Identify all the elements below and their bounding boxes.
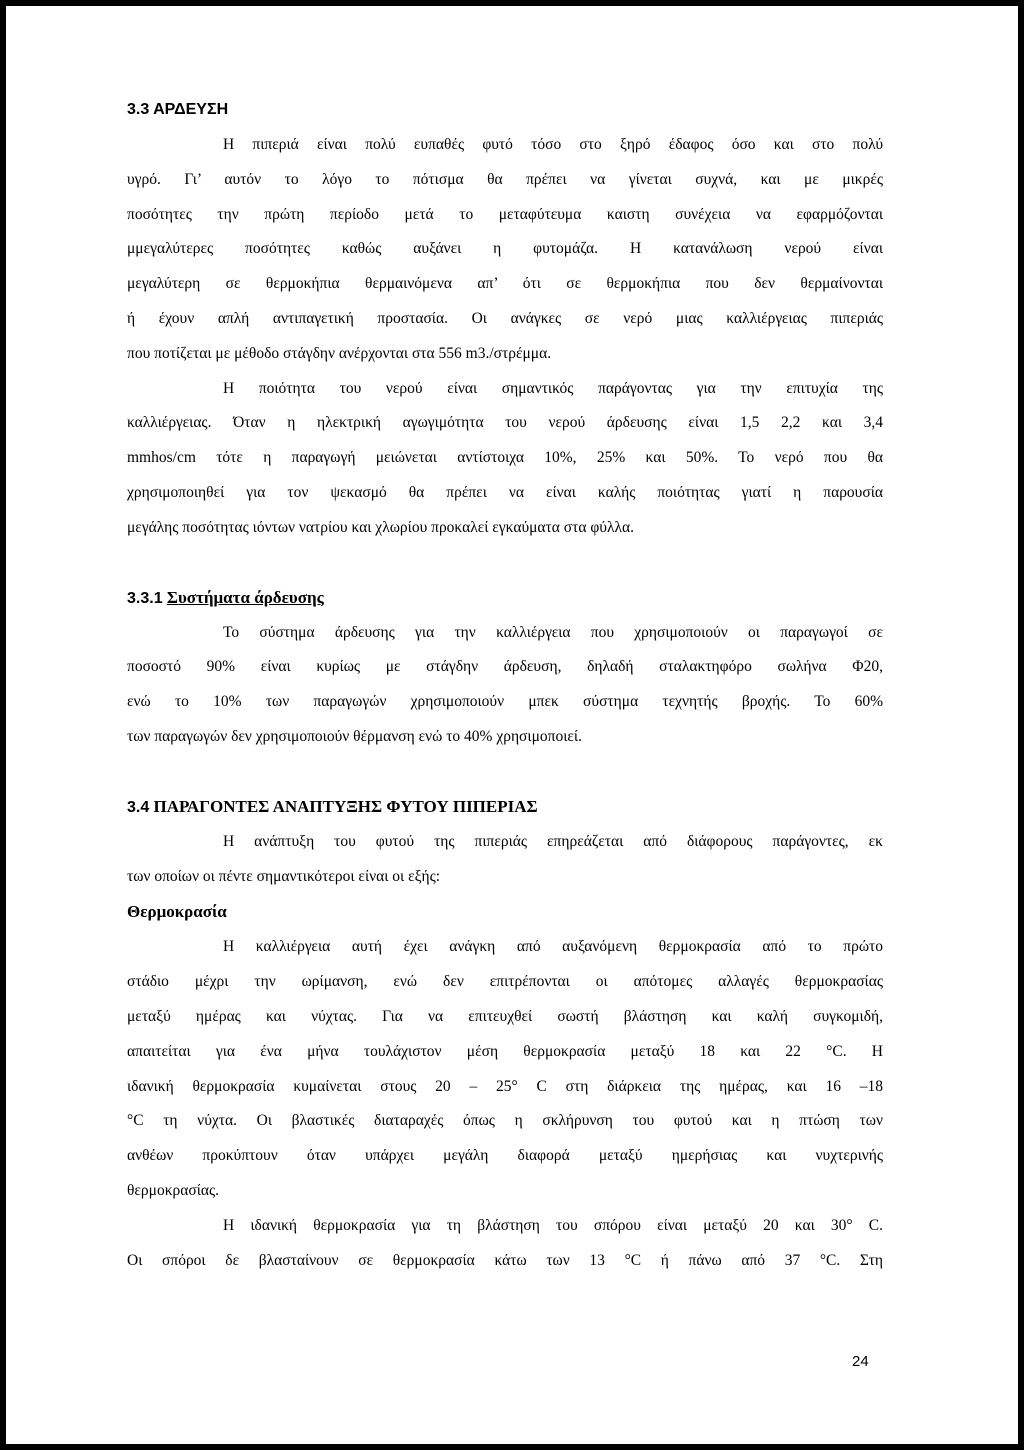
- page-number: 24: [852, 1353, 869, 1370]
- section-heading-3-4: [127, 789, 883, 825]
- paragraph-irrigation: [127, 128, 883, 372]
- section-number: 3.3.1: [127, 589, 163, 607]
- paragraph-seed-germination: [127, 1209, 883, 1279]
- text-line: μεταξύ ημέρας και νύχτας. Για να επιτευχθεί σωστή βλάστηση και καλή συγκομιδή,: [127, 1007, 883, 1025]
- text-line: που ποτίζεται με μέθοδο στάγδην ανέρχονται στα 556 m3./στρέμμα.: [127, 344, 552, 362]
- text-line: Η καλλιέργεια αυτή έχει ανάγκη από αυξανόμενη θερμοκρασία από το πρώτο: [223, 938, 883, 956]
- section-heading-3-3-1: [127, 580, 883, 616]
- subsection-title-temperature: Θερμοκρασία: [127, 902, 227, 922]
- text-line: ή έχουν απλή αντιπαγετική προστασία. Οι ανάγκες σε νερό μιας καλλιέργειας πιπεριάς: [127, 309, 883, 327]
- text-line: ιδανική θερμοκρασία κυμαίνεται στους 20 – 25° C στη διάρκεια της ημέρας, και 16 –18: [127, 1077, 883, 1095]
- text-line: °C τη νύχτα. Οι βλαστικές διαταραχές όπως η σκλήρυνση του φυτού και η πτώση των: [127, 1112, 883, 1130]
- text-line: στάδιο μέχρι την ωρίμανση, ενώ δεν επιτρέπονται οι απότομες αλλαγές θερμοκρασίας: [127, 973, 883, 991]
- paragraph-temperature: [127, 930, 883, 1208]
- document-page: [6, 6, 1018, 1444]
- text-line: ποσότητες την πρώτη περίοδο μετά το μεταφύτευμα καιστη συνέχεια να εφαρμόζονται: [127, 205, 883, 223]
- text-line: Η ποιότητα του νερού είναι σημαντικός παράγοντας για την επιτυχία της: [223, 379, 883, 397]
- section-heading-3-3: 3.3 ΑΡΔΕΥΣΗ: [127, 101, 229, 118]
- text-line: Η ανάπτυξη του φυτού της πιπεριάς επηρεάζεται από διάφορους παράγοντες, εκ: [223, 832, 883, 850]
- spacer: [127, 755, 883, 789]
- spacer: [127, 546, 883, 580]
- text-line: υγρό. Γι’ αυτόν το λόγο το πότισμα θα πρέπει να γίνεται συχνά, και με μικρές: [127, 170, 883, 188]
- text-line: ποσοστό 90% είναι κυρίως με στάγδην άρδευση, δηλαδή σταλακτηφόρο σωλήνα Φ20,: [127, 658, 883, 676]
- paragraph-water-quality: [127, 372, 883, 546]
- section-number: 3.4: [127, 798, 150, 816]
- text-line: ανθέων προκύπτουν όταν υπάρχει μεγάλη διαφορά μεταξύ ημερήσιας και νυχτερινής: [127, 1147, 883, 1165]
- paragraph-irrigation-systems: [127, 616, 883, 755]
- text-line: Η ιδανική θερμοκρασία για τη βλάστηση του σπόρου είναι μεταξύ 20 και 30° C.: [223, 1216, 883, 1234]
- text-line: απαιτείται για ένα μήνα τουλάχιστον μέση θερμοκρασία μεταξύ 18 και 22 °C. Η: [127, 1042, 883, 1060]
- text-line: mmhos/cm τότε η παραγωγή μειώνεται αντίστοιχα 10%, 25% και 50%. Το νερό που θα: [127, 449, 883, 467]
- text-line: καλλιέργειας. Όταν η ηλεκτρική αγωγιμότητα του νερού άρδευσης είναι 1,5 2,2 και 3,4: [127, 414, 883, 432]
- text-line: χρησιμοποιηθεί για τον ψεκασμό θα πρέπει να είναι καλής ποιότητας γιατί η παρουσία: [127, 483, 883, 501]
- text-line: Η πιπεριά είναι πολύ ευπαθές φυτό τόσο στο ξηρό έδαφος όσο και στο πολύ: [223, 136, 883, 153]
- section-title: ΠΑΡΑΓΟΝΤΕΣ ΑΝΑΠΤΥΞΗΣ ΦΥΤΟΥ ΠΙΠΕΡΙΑΣ: [153, 796, 538, 816]
- text-line: μεγαλύτερη σε θερμοκήπια θερμαινόμενα απ’ ότι σε θερμοκήπια που δεν θερμαίνονται: [127, 275, 883, 293]
- text-line: των οποίων οι πέντε σημαντικότεροι είναι οι εξής:: [127, 867, 441, 885]
- section-title: Συστήματα άρδευσης: [166, 587, 324, 607]
- page-content: [127, 92, 883, 1278]
- text-line: Οι σπόροι δε βλασταίνουν σε θερμοκρασία κάτω των 13 °C ή πάνω από 37 °C. Στη: [127, 1251, 883, 1269]
- text-line: μμεγαλύτερες ποσότητες καθώς αυξάνει η φυτομάζα. Η κατανάλωση νερού είναι: [127, 240, 883, 258]
- text-line: Το σύστημα άρδευσης για την καλλιέργεια που χρησιμοποιούν οι παραγωγοί σε: [223, 623, 883, 641]
- text-line: μεγάλης ποσότητας ιόντων νατρίου και χλωρίου προκαλεί εγκαύματα στα φύλλα.: [127, 518, 634, 536]
- text-line: θερμοκρασίας.: [127, 1181, 220, 1199]
- paragraph-growth-factors: [127, 825, 883, 895]
- text-line: ενώ το 10% των παραγωγών χρησιμοποιούν μπεκ σύστημα τεχνητής βροχής. Το 60%: [127, 693, 883, 711]
- text-line: των παραγωγών δεν χρησιμοποιούν θέρμανση ενώ το 40% χρησιμοποιεί.: [127, 727, 582, 745]
